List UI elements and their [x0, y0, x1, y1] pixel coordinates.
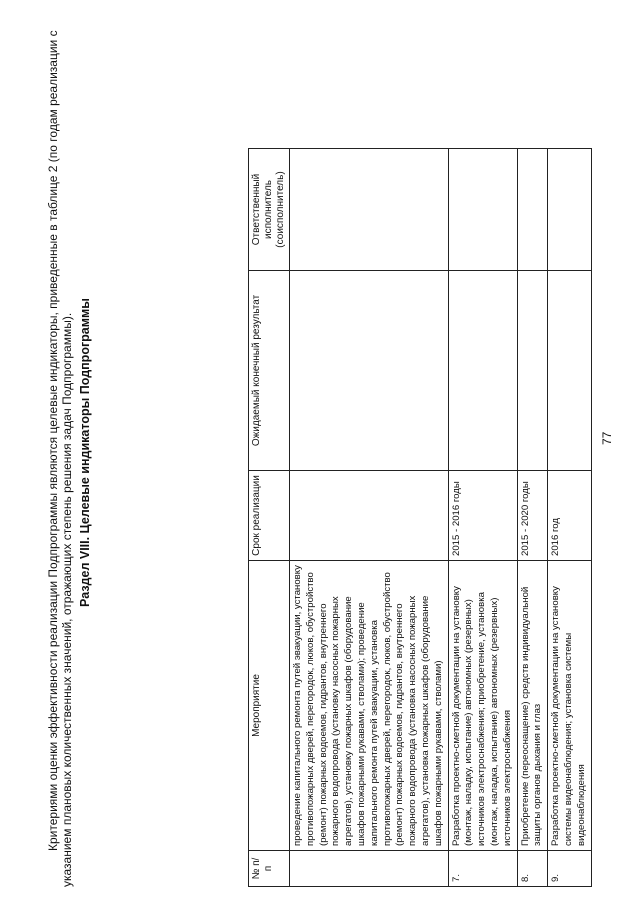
header-term: Срок реализации	[249, 471, 290, 561]
page-number: 77	[600, 431, 614, 445]
section-paragraph: Критериями оценки эффективности реализации Подпрограммы являются целевые индикаторы, приведенные в таблице 2 (по годам реализации с указанием плановых количественных значений, отражающих степень решения задач Подпрограммы).	[46, 30, 74, 887]
row-activity: Разработка проектно-сметной документации на установку системы видеонаблюдения; установка системы видеонаблюдения	[548, 561, 591, 851]
section-title: Раздел VIII. Целевые индикаторы Подпрограммы	[78, 298, 92, 607]
table-row	[517, 149, 548, 887]
row-result	[548, 271, 591, 471]
row-result	[448, 271, 517, 471]
row-activity: проведение капитального ремонта путей эвакуации, установку противопожарных дверей, перегородок, люков, обустройство (ремонт) пожарных водоемов, гидрантов, внутреннего пожарного водопровода (установку насосных пожарных агрегатов), установку пожарных шкафов (оборудование шкафов пожарными рукавами, стволами); проведение капитального ремонта путей эвакуации, установка противопожарных дверей, перегородок, люков, обустройство (ремонт) пожарных водоемов, гидрантов, внутреннего пожарного водопровода (установка насосных пожарных агрегатов), установка пожарных шкафов (оборудование шкафов пожарными рукавами, стволами)	[290, 561, 449, 851]
row-result	[290, 271, 449, 471]
row-result	[517, 271, 548, 471]
header-result: Ожидаемый конечный результат	[249, 271, 290, 471]
row-responsible	[290, 149, 449, 271]
table-row	[548, 149, 591, 887]
row-term: 2015 - 2020 годы	[517, 471, 548, 561]
row-term	[290, 471, 449, 561]
header-num: № п/п	[249, 851, 290, 887]
row-activity: Приобретение (переоснащение) средств индивидуальной защиты органов дыхания и глаз	[517, 561, 548, 851]
table-row	[290, 149, 449, 887]
header-responsible: Ответственный исполнитель (соисполнитель)	[249, 149, 290, 271]
row-num	[290, 851, 449, 887]
row-term: 2016 год	[548, 471, 591, 561]
row-activity: Разработка проектно-сметной документации на установку (монтаж, наладку, испытание) автономных (резервных) источников электроснабжения; приобретение, установка (монтаж, наладка, испытание) автономных (резервных) источников электроснабжения	[448, 561, 517, 851]
row-responsible	[448, 149, 517, 271]
activities-table	[248, 148, 592, 887]
row-term: 2015 - 2016 годы	[448, 471, 517, 561]
row-num: 8.	[517, 851, 548, 887]
header-activity: Мероприятие	[249, 561, 290, 851]
table-row	[448, 149, 517, 887]
row-num: 7.	[448, 851, 517, 887]
row-responsible	[517, 149, 548, 271]
row-responsible	[548, 149, 591, 271]
row-num: 9.	[548, 851, 591, 887]
table-header-row	[249, 149, 290, 887]
